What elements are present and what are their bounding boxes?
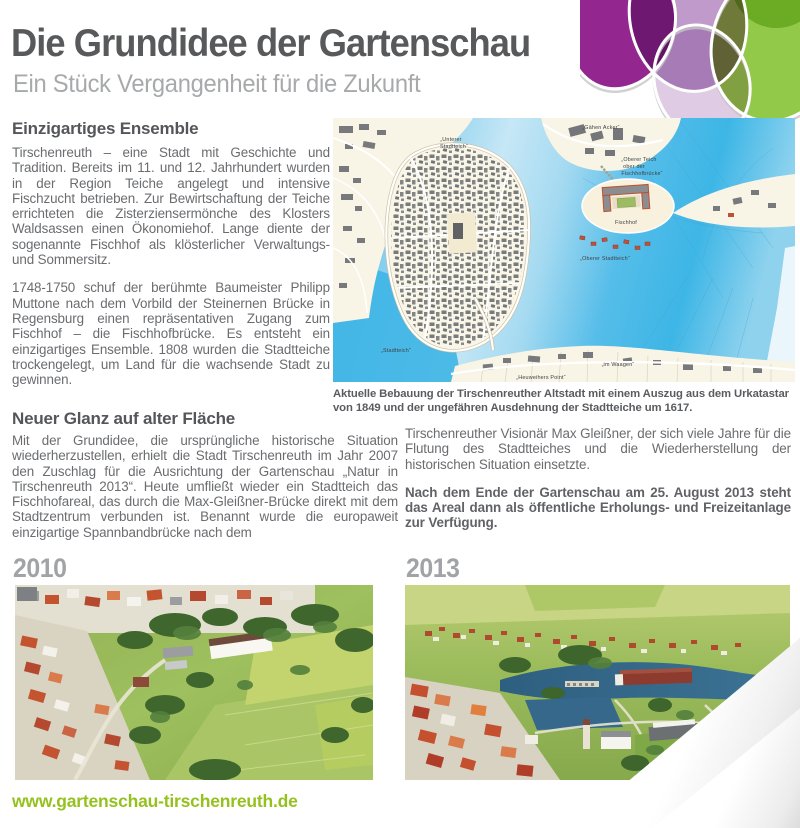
section-glanz-paragraph-left: Mit der Grundidee, die ursprüngliche historische Situation wiederherzustellen, erhielt die Stadt Tirschenreuth im Jahr 2007 den Zuschlag für die Ausrichtung der Gartenschau „Natur in Tirschenreuth 2013“. Heute umfließt wieder ein Stadtteich das Fischhofareal, das durch die Max-Gleißner-Brücke direkt mit dem Stadtzentrum verbunden ist. Benannt wurde die europaweit einzigartige Spannbandbrücke nach dem	[12, 433, 398, 540]
petal-flower-logo	[580, 0, 800, 120]
section-glanz-paragraph-right: Tirschenreuther Visionär Max Gleißner, der sich viele Jahre für die Flutung des Stadtteiches und die Wiederherstellung der historischen Situation einsetzte.	[405, 426, 791, 472]
map-label-fischhof: Fischhof	[615, 220, 637, 226]
map-label-oberer-teich-3: Fischhofbrücke“	[621, 171, 663, 177]
map-label-heuweihers-point: „Heuweihers Point“	[516, 375, 566, 381]
map-label-oberer-stadtteich: „Oberer Stadtteich“	[580, 256, 630, 262]
aerial-photo-2013	[405, 585, 790, 780]
website-url[interactable]: www.gartenschau-tirschenreuth.de	[12, 791, 298, 811]
section-ensemble	[12, 119, 330, 400]
section-ensemble-heading: Einzigartiges Ensemble	[12, 119, 199, 138]
aerial-photo-2010	[15, 585, 373, 780]
section-glanz-heading: Neuer Glanz auf alter Fläche	[12, 409, 236, 428]
historic-town-map	[333, 118, 795, 382]
photo-year-2013: 2013	[406, 553, 460, 583]
map-label-unterer-stadtteich-1: „Unterer	[440, 137, 462, 143]
map-label-gaehen-acker: „Gähen Acker“	[582, 125, 620, 131]
page-subtitle: Ein Stück Vergangenheit für die Zukunft	[13, 70, 421, 98]
section-glanz-column-right	[405, 426, 791, 544]
section-glanz-paragraph-bold: Nach dem Ende der Gartenschau am 25. August 2013 steht das Areal dann als öffentliche Erholungs- und Freizeitanlage zur Verfügung.	[405, 484, 791, 531]
map-label-unterer-stadtteich-2: Stadtteich“	[440, 144, 468, 150]
map-label-im-waagen: „im Waagen“	[601, 362, 635, 368]
map-caption: Aktuelle Bebauung der Tirschenreuther Altstadt mit einem Auszug aus dem Urkatastar von 1849 und der ungefähren Ausdehnung der Stadtteiche um 1617.	[333, 388, 789, 414]
map-label-oberer-teich-1: „Oberer Teich	[621, 157, 657, 163]
page-title: Die Grundidee der Gartenschau	[11, 22, 531, 65]
section-ensemble-paragraph-2: 1748-1750 schuf der berühmte Baumeister Philipp Muttone nach dem Vorbild der Steinernen Brücke in Regensburg einen repräsentativen Zugang zum Fischhof – die Fischhofbrücke. Es entsteht ein einzigartiges Ensemble. 1808 wurden die Stadtteiche trockengelegt, um Land für die wachsende Stadt zu gewinnen.	[12, 280, 330, 388]
map-label-stadtteich: „Stadtteich“	[381, 348, 411, 354]
map-label-oberer-teich-2: ober der	[623, 164, 645, 170]
section-glanz-column-left	[12, 433, 398, 553]
photo-year-2010: 2010	[13, 553, 67, 583]
section-ensemble-paragraph-1: Tirschenreuth – eine Stadt mit Geschichte und Tradition. Bereits im 11. und 12. Jahrhundert wurden in der Region Teiche angelegt und intensive Fischzucht betrieben. Zur Bewirtschaftung der Teiche errichteten die Zisterziensermönche des Klosters Waldsassen einen Ökonomiehof. Lange diente der sogenannte Fischhof als klösterlicher Verwaltungs- und Sommersitz.	[12, 145, 330, 268]
